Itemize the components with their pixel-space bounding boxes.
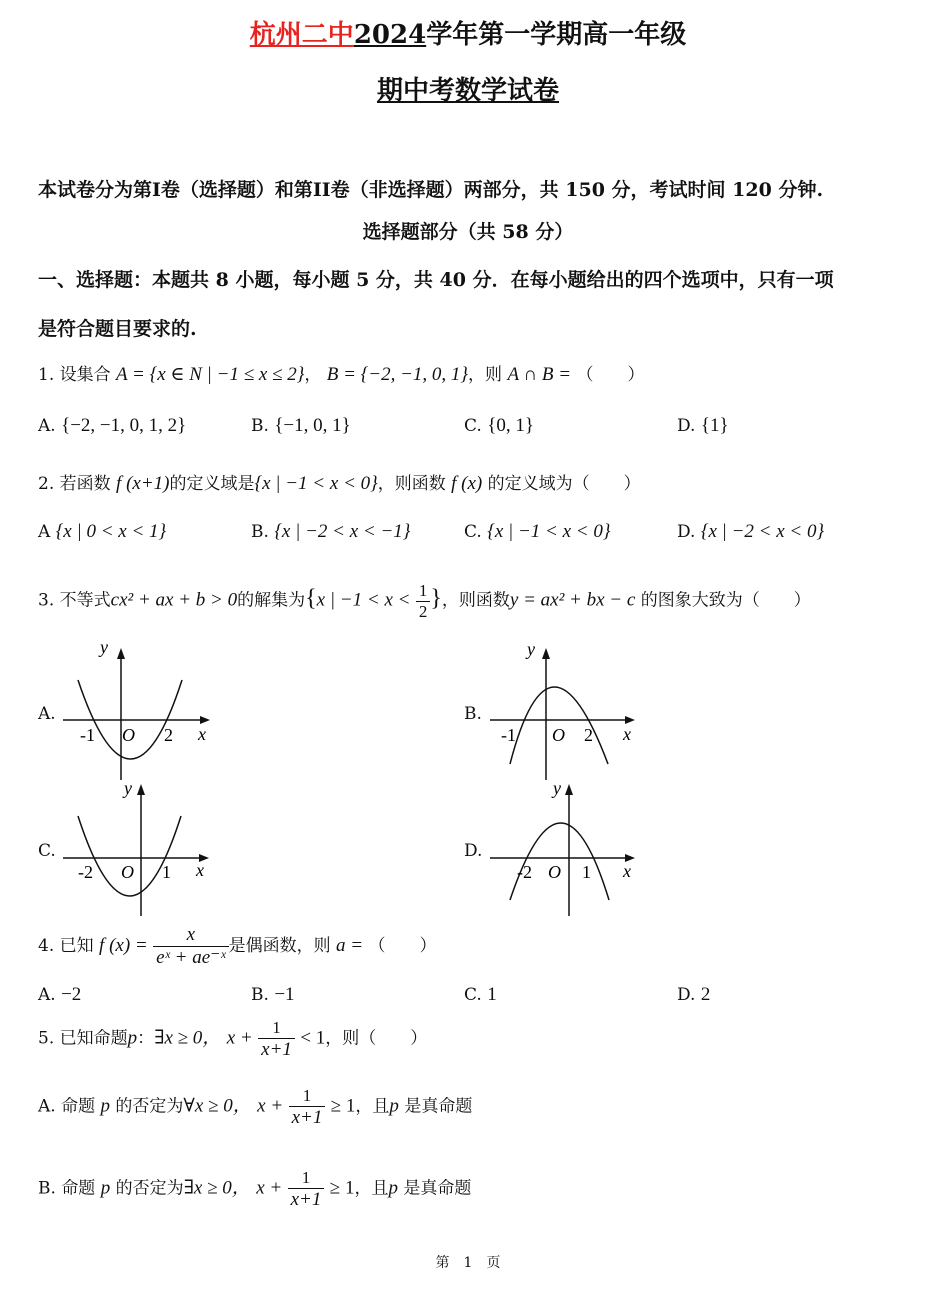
stem-text: 是偶函数，则 bbox=[228, 935, 331, 956]
graph-d[interactable] bbox=[485, 776, 655, 921]
section-title: 选择题部分（共 58 分） bbox=[362, 221, 574, 243]
fraction-denominator: eˣ + ae⁻ˣ bbox=[153, 946, 228, 969]
option-text: 命题 bbox=[61, 1178, 96, 1199]
stem-text: 的图象大致为（ ） bbox=[640, 590, 811, 611]
y-axis-label: y bbox=[100, 640, 108, 657]
stem-text: 不等式 bbox=[59, 590, 111, 611]
quantifier-expr: ∀x ≥ 0， bbox=[183, 1095, 252, 1117]
variable-expr: a = bbox=[336, 934, 364, 956]
inequality-expr: cx² + ax + b > 0 bbox=[110, 589, 238, 611]
option-text: −2 bbox=[61, 984, 82, 1005]
proposition-p: p bbox=[100, 1095, 110, 1117]
proposition-p: p bbox=[388, 1177, 398, 1199]
fraction-numerator: 1 bbox=[418, 581, 428, 600]
root-left-label: -1 bbox=[501, 725, 516, 745]
option-label: A. bbox=[38, 1096, 56, 1117]
option-text: 的否定为 bbox=[115, 1178, 184, 1199]
stem-text: ，则函数 bbox=[377, 474, 446, 494]
fraction-numerator: 1 bbox=[301, 1168, 311, 1187]
proposition-p: p bbox=[389, 1095, 399, 1117]
q1-option-a[interactable] bbox=[38, 415, 186, 437]
stem-text: ： bbox=[137, 1028, 155, 1049]
right-brace: } bbox=[430, 585, 442, 612]
q1-option-d[interactable] bbox=[677, 415, 729, 437]
exam-year: 2024 bbox=[353, 20, 427, 50]
option-label: D. bbox=[677, 985, 696, 1005]
domain-set: {x | −1 < x < 0} bbox=[254, 473, 378, 494]
option-label: B. bbox=[38, 1178, 56, 1199]
q5-option-b[interactable] bbox=[38, 1168, 471, 1210]
root-right-label: 2 bbox=[164, 725, 173, 745]
q1-option-c[interactable] bbox=[464, 415, 534, 437]
page-number: 第 1 页 bbox=[435, 1255, 501, 1271]
question-1-stem bbox=[38, 360, 645, 386]
origin-label: O bbox=[548, 862, 561, 882]
q4-option-c[interactable] bbox=[464, 984, 497, 1006]
option-text: 命题 bbox=[61, 1096, 96, 1117]
graph-b-label[interactable]: B. bbox=[464, 704, 482, 724]
option-text: {x | −2 < x < 0} bbox=[700, 521, 825, 542]
option-text: {x | −1 < x < 0} bbox=[487, 521, 611, 542]
stem-text: 设集合 bbox=[59, 365, 111, 385]
option-text: {0, 1} bbox=[487, 415, 534, 436]
question-number: 5. bbox=[38, 1028, 55, 1049]
expr-left: x + bbox=[256, 1177, 283, 1199]
y-axis-arrow-icon bbox=[137, 784, 145, 795]
option-text: ，且 bbox=[355, 1096, 390, 1117]
x-axis-label: x bbox=[623, 724, 631, 744]
option-text: {−2, −1, 0, 1, 2} bbox=[61, 415, 187, 436]
q4-option-d[interactable] bbox=[677, 984, 710, 1006]
school-name: 杭州二中 bbox=[249, 20, 354, 50]
option-text: {x | 0 < x < 1} bbox=[55, 521, 167, 542]
x-axis-arrow-icon bbox=[200, 716, 210, 724]
option-label: C. bbox=[464, 985, 482, 1005]
part1-instructions-line1: 一、选择题：本题共 8 小题，每小题 5 分，共 40 分．在每小题给出的四个选项中，只有一项 bbox=[38, 269, 834, 291]
option-label: A. bbox=[38, 985, 56, 1005]
question-number: 4. bbox=[38, 935, 55, 956]
option-label: A. bbox=[38, 416, 56, 436]
expr-left: x + bbox=[226, 1027, 253, 1049]
exam-title-rest: 学年第一学期高一年级 bbox=[426, 20, 687, 50]
proposition-p: p bbox=[127, 1027, 138, 1049]
root-left-label: -1 bbox=[80, 725, 95, 745]
y-axis-label: y bbox=[527, 640, 535, 659]
question-5-stem bbox=[38, 1018, 427, 1060]
q4-option-a[interactable] bbox=[38, 984, 81, 1006]
option-label: B. bbox=[251, 985, 269, 1005]
fraction-numerator: x bbox=[186, 924, 196, 945]
graph-a[interactable] bbox=[58, 640, 228, 785]
option-label: D. bbox=[677, 416, 696, 436]
x-axis-label: x bbox=[198, 724, 206, 744]
quantifier-expr: ∃x ≥ 0， bbox=[183, 1177, 251, 1199]
option-text: {x | −2 < x < −1} bbox=[274, 521, 411, 542]
parabola-curve bbox=[78, 816, 181, 896]
q2-option-a[interactable] bbox=[38, 521, 166, 543]
set-a: A = {x ∈ N | −1 ≤ x ≤ 2} bbox=[116, 364, 305, 385]
option-text: 的否定为 bbox=[115, 1096, 184, 1117]
x-axis-label: x bbox=[196, 860, 204, 880]
expr-right: < 1 bbox=[300, 1027, 326, 1049]
option-fraction bbox=[289, 1086, 326, 1128]
fraction-numerator: 1 bbox=[272, 1018, 281, 1037]
left-brace: { bbox=[305, 585, 317, 612]
q1-option-b[interactable] bbox=[251, 415, 351, 437]
root-left-label: -2 bbox=[78, 862, 93, 882]
root-right-label: 2 bbox=[584, 725, 593, 745]
stem-text: 的定义域为（ ） bbox=[487, 474, 641, 494]
y-axis-arrow-icon bbox=[565, 784, 573, 795]
question-2-stem bbox=[38, 469, 641, 495]
fraction-numerator: 1 bbox=[302, 1086, 312, 1105]
option-text: 是真命题 bbox=[403, 1178, 472, 1199]
option-text: 是真命题 bbox=[404, 1096, 473, 1117]
y-axis-label: y bbox=[553, 778, 561, 798]
option-label: C. bbox=[464, 416, 482, 436]
graph-a-label[interactable]: A. bbox=[38, 704, 56, 724]
stem-text: 已知命题 bbox=[59, 1028, 128, 1049]
function-expr: f (x) = bbox=[99, 934, 148, 956]
quantifier-expr: ∃x ≥ 0， bbox=[154, 1027, 222, 1049]
function-expr: y = ax² + bx − c bbox=[509, 589, 636, 611]
root-right-label: 1 bbox=[582, 862, 591, 882]
answer-blank: （ ） bbox=[368, 935, 437, 956]
x-axis-label: x bbox=[623, 861, 631, 881]
graph-d-label[interactable]: D. bbox=[464, 841, 483, 861]
exam-title bbox=[0, 14, 936, 51]
stem-text: 的定义域是 bbox=[169, 474, 255, 494]
fraction-denominator: 2 bbox=[416, 601, 431, 622]
part1-instructions-line2: 是符合题目要求的. bbox=[38, 318, 197, 340]
option-label: C. bbox=[464, 522, 482, 542]
q2-option-c[interactable] bbox=[464, 521, 610, 543]
function-expr: f (x+1) bbox=[116, 473, 170, 494]
origin-label: O bbox=[121, 862, 134, 882]
stem-text: 若函数 bbox=[59, 474, 111, 494]
fraction-denominator: x+1 bbox=[258, 1038, 295, 1061]
expr-left: x + bbox=[257, 1095, 284, 1117]
stem-text: 的解集为 bbox=[237, 590, 306, 611]
q4-option-b[interactable] bbox=[251, 984, 295, 1006]
question-3-stem bbox=[38, 581, 811, 621]
answer-blank: （ ） bbox=[576, 365, 645, 385]
option-label: B. bbox=[251, 416, 269, 436]
graph-c[interactable] bbox=[58, 776, 228, 921]
q2-option-d[interactable] bbox=[677, 521, 824, 543]
origin-label: O bbox=[122, 725, 135, 745]
solution-set: x | −1 < x < bbox=[316, 589, 411, 611]
option-text: −1 bbox=[274, 984, 295, 1005]
option-fraction bbox=[288, 1168, 325, 1210]
inequality-fraction bbox=[258, 1018, 295, 1060]
option-text: {1} bbox=[700, 415, 729, 436]
expr-right: ≥ 1 bbox=[330, 1095, 356, 1117]
set-b: B = {−2, −1, 0, 1} bbox=[326, 364, 469, 385]
option-text: 1 bbox=[487, 984, 497, 1005]
function-fraction bbox=[153, 924, 228, 969]
origin-label: O bbox=[552, 725, 565, 745]
q5-option-a[interactable] bbox=[38, 1086, 472, 1128]
root-right-label: 1 bbox=[162, 862, 171, 882]
option-label: B. bbox=[251, 522, 269, 542]
q2-option-b[interactable] bbox=[251, 521, 410, 543]
exam-subtitle: 期中考数学试卷 bbox=[376, 76, 559, 106]
question-4-stem bbox=[38, 924, 436, 969]
y-axis-arrow-icon bbox=[542, 648, 550, 659]
graph-b[interactable] bbox=[485, 640, 655, 785]
stem-text: ，则（ ） bbox=[325, 1028, 428, 1049]
fraction-denominator: x+1 bbox=[289, 1106, 326, 1129]
stem-text: ，则函数 bbox=[441, 590, 510, 611]
intro-text: 本试卷分为第I卷（选择题）和第II卷（非选择题）两部分，共 150 分，考试时间 120 分钟. bbox=[38, 179, 824, 201]
x-axis-arrow-icon bbox=[625, 716, 635, 724]
option-label: A bbox=[38, 522, 51, 542]
question-number: 2. bbox=[38, 474, 55, 494]
question-number: 3. bbox=[38, 590, 55, 611]
proposition-p: p bbox=[100, 1177, 111, 1199]
stem-text: ，则 bbox=[468, 365, 503, 385]
option-label: D. bbox=[677, 522, 696, 542]
root-left-label: -2 bbox=[517, 862, 532, 882]
y-axis-arrow-icon bbox=[117, 648, 125, 659]
function-expr: f (x) bbox=[451, 473, 483, 494]
question-number: 1. bbox=[38, 365, 55, 385]
option-text: {−1, 0, 1} bbox=[274, 415, 351, 436]
intersection-expr: A ∩ B = bbox=[507, 364, 572, 385]
option-text: ，且 bbox=[354, 1178, 389, 1199]
expr-right: ≥ 1 bbox=[329, 1177, 355, 1199]
stem-text: ， bbox=[304, 365, 322, 385]
stem-text: 已知 bbox=[59, 935, 94, 956]
graph-c-label[interactable]: C. bbox=[38, 841, 56, 861]
fraction-denominator: x+1 bbox=[288, 1188, 325, 1211]
fraction-one-half bbox=[416, 581, 431, 621]
y-axis-label: y bbox=[124, 778, 132, 798]
option-text: 2 bbox=[700, 984, 711, 1005]
